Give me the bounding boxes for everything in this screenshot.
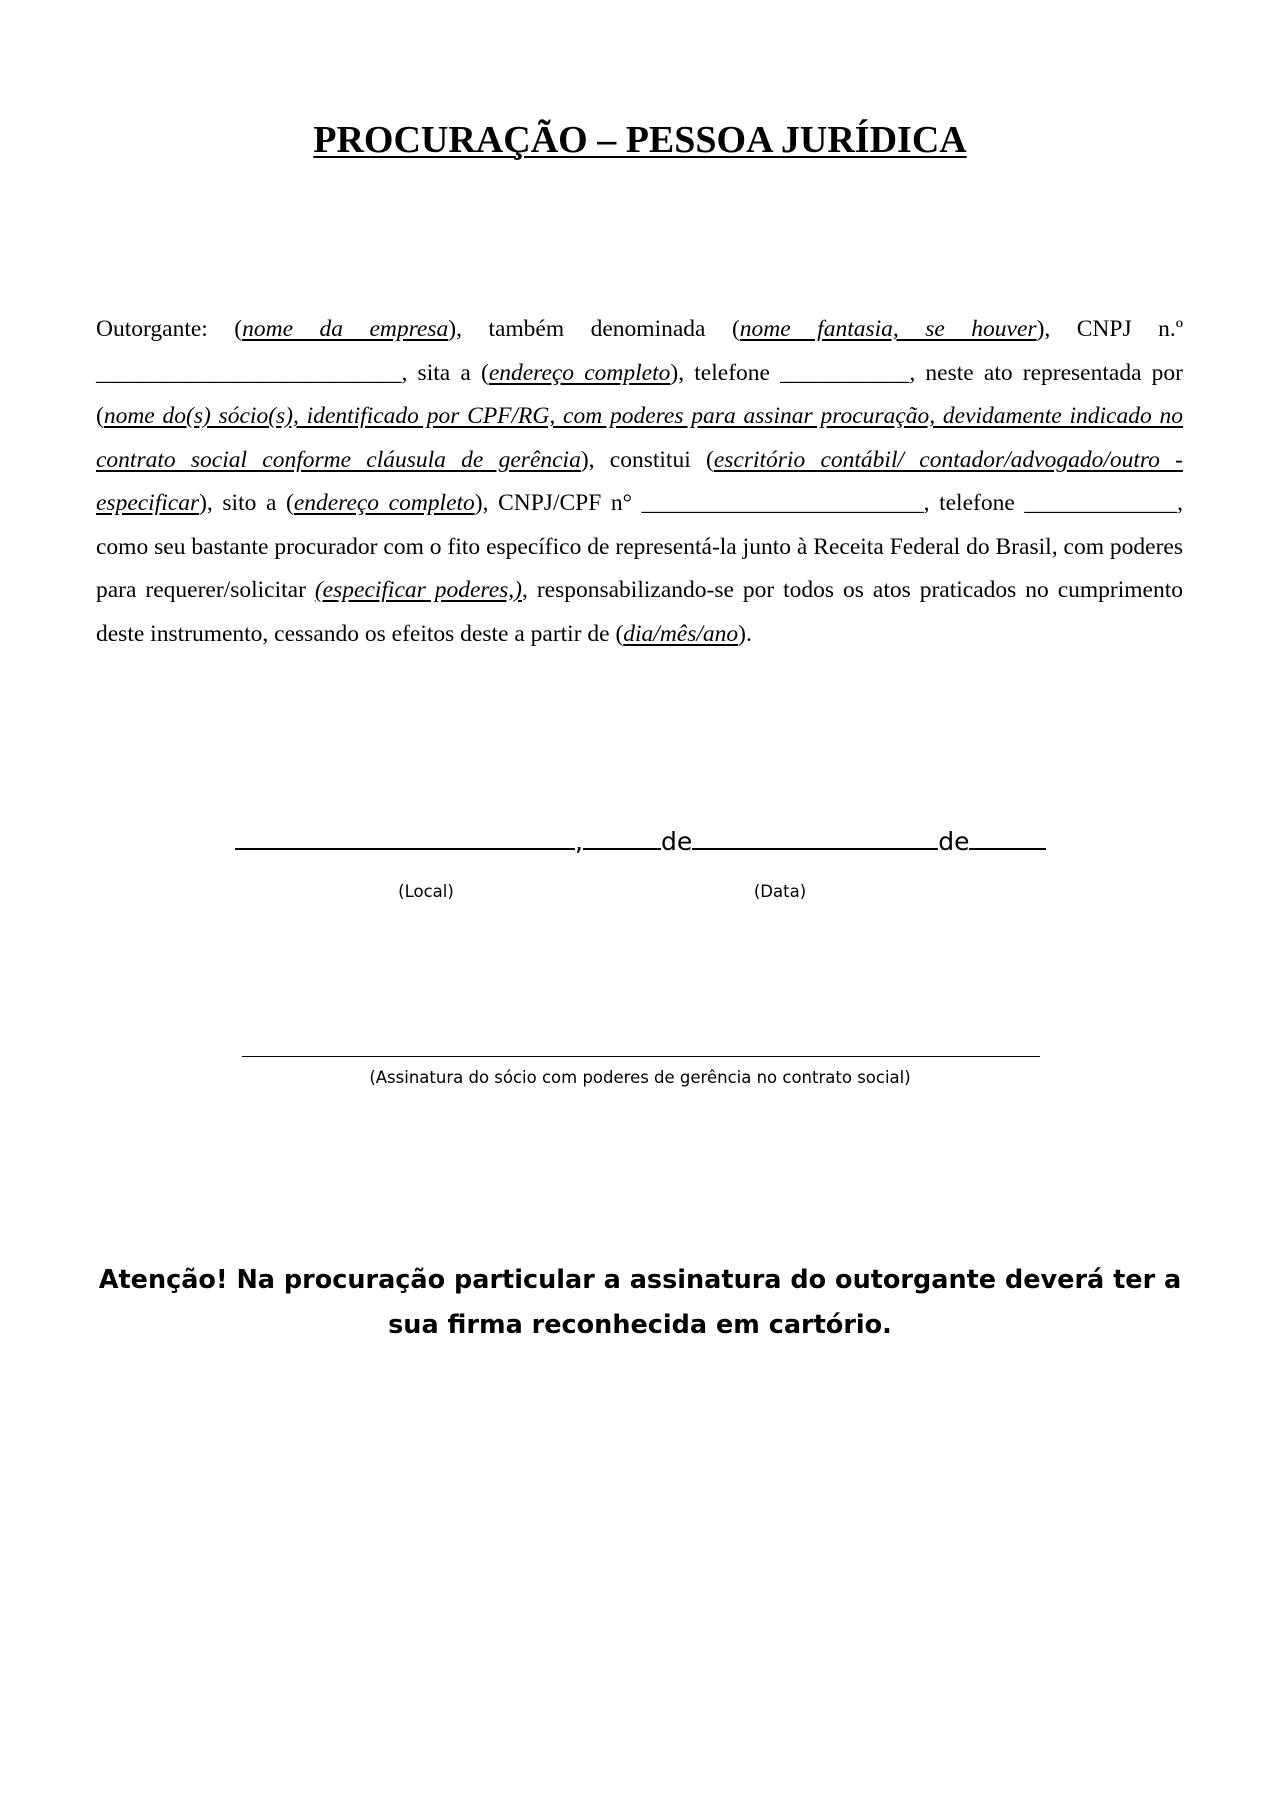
text-segment: ), telefone ___________, neste ato representada por ( <box>96 359 1184 429</box>
text-segment: ), constitui ( <box>580 446 714 473</box>
text-segment: , responsabilizando-se por todos os atos praticados no cumprimento deste instrumento, cessando os efeitos deste a partir de ( <box>96 577 1184 647</box>
field-endereco-procurador: endereço completo <box>293 490 475 516</box>
year-blank <box>969 824 1046 850</box>
field-especificar-poderes: (especificar poderes,) <box>314 577 522 603</box>
field-nome-fantasia: nome fantasia, se houver <box>739 316 1037 342</box>
document-title <box>0 118 1280 162</box>
local-label: (Local) <box>398 882 454 901</box>
local-blank <box>235 824 575 850</box>
text-segment: ), sito a ( <box>199 490 294 516</box>
field-nome-socios: nome do(s) sócio(s), identificado por CPF/RG, com poderes para assinar procuração, devidamente indicado no contrato social conforme cláusula de gerência <box>96 403 1183 473</box>
comma-separator: , <box>575 827 583 856</box>
text-segment: ), também denominada ( <box>448 316 740 342</box>
procuracao-paragraph <box>96 308 1183 656</box>
signature-caption: (Assinatura do sócio com poderes de gerência no contrato social) <box>369 1068 911 1087</box>
day-blank <box>583 824 661 850</box>
month-blank <box>692 824 938 850</box>
signature-line <box>242 1056 1040 1057</box>
text-segment: ), CNPJ/CPF n° ________________________, telefone _____________, como seu bastante procurador com o fito específico de representá-la junto à Receita Federal do Brasil, com poderes para requerer/solicitar <box>96 490 1183 603</box>
text-segment: ), CNPJ n.º __________________________, sita a ( <box>96 316 1183 386</box>
de-connector: de <box>938 827 970 856</box>
field-endereco-outorgante: endereço completo <box>488 359 671 386</box>
field-procurador: escritório contábil/ contador/advogado/outro - especificar <box>96 446 1183 516</box>
place-date-line <box>235 824 1055 859</box>
data-label: (Data) <box>753 882 807 901</box>
field-data-termino: dia/mês/ano <box>623 620 739 647</box>
text-segment: ). <box>738 620 752 647</box>
warning-notice: Atenção! Na procuração particular a assinatura do outorgante deverá ter a sua firma reconhecida em cartório. <box>98 1265 1182 1340</box>
de-connector: de <box>660 827 693 856</box>
field-nome-empresa: nome da empresa <box>242 316 449 342</box>
text-segment: Outorgante: ( <box>96 316 243 342</box>
document-title-text: PROCURAÇÃO – PESSOA JURÍDICA <box>313 119 967 161</box>
